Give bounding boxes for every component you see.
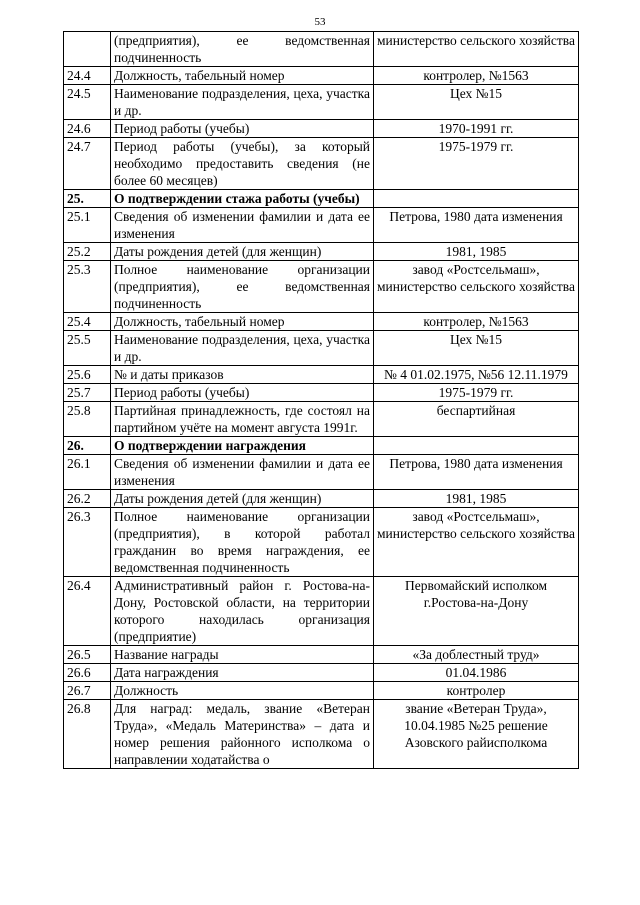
table-row [64,67,579,85]
row-number: 26.3 [64,508,111,577]
row-number: 26.6 [64,664,111,682]
row-value: министерство сельского хозяйства [374,32,579,67]
table-row [64,85,579,120]
row-description: Даты рождения детей (для женщин) [111,243,374,261]
row-number: 25.4 [64,313,111,331]
row-number: 25.7 [64,384,111,402]
row-number: 26. [64,437,111,455]
table-row [64,664,579,682]
row-value [374,190,579,208]
section-row [64,190,579,208]
row-number: 26.4 [64,577,111,646]
row-number: 24.6 [64,120,111,138]
row-description: Период работы (учебы), за который необходимо предоставить сведения (не более 60 месяцев) [111,138,374,190]
table-row [64,243,579,261]
row-number: 25.8 [64,402,111,437]
row-number: 25.5 [64,331,111,366]
table-row [64,646,579,664]
row-description: Административный район г. Ростова-на-Дону, Ростовской области, на территории которого находилась организация (предприятие) [111,577,374,646]
row-description: О подтверждении стажа работы (учебы) [111,190,374,208]
row-number: 26.2 [64,490,111,508]
row-value: Цех №15 [374,85,579,120]
row-description: Полное наименование организации (предприятия), ее ведомственная подчиненность [111,261,374,313]
section-row [64,437,579,455]
row-value: беспартийная [374,402,579,437]
row-value: № 4 01.02.1975, №56 12.11.1979 [374,366,579,384]
table-row [64,700,579,769]
row-number: 26.7 [64,682,111,700]
page-number: 53 [314,16,326,28]
row-description: № и даты приказов [111,366,374,384]
row-description: Даты рождения детей (для женщин) [111,490,374,508]
row-description: Должность, табельный номер [111,67,374,85]
row-value: 1975-1979 гг. [374,384,579,402]
row-number: 26.5 [64,646,111,664]
row-number: 25. [64,190,111,208]
row-number [64,32,111,67]
table-row [64,455,579,490]
row-description: Наименование подразделения, цеха, участка и др. [111,331,374,366]
table-row [64,682,579,700]
row-value: контролер [374,682,579,700]
table-row [64,508,579,577]
row-description: Полное наименование организации (предприятия), в которой работал гражданин во время награждения, ее ведомственная подчиненность [111,508,374,577]
row-value: 1981, 1985 [374,490,579,508]
row-value: звание «Ветеран Труда», 10.04.1985 №25 решение Азовского райисполкома [374,700,579,769]
row-description: Должность, табельный номер [111,313,374,331]
row-number: 25.1 [64,208,111,243]
row-description: (предприятия), ее ведомственная подчиненность [111,32,374,67]
row-description: Наименование подразделения, цеха, участка и др. [111,85,374,120]
row-description: Партийная принадлежность, где состоял на партийном учёте на момент августа 1991г. [111,402,374,437]
table-row [64,208,579,243]
table-row [64,331,579,366]
row-value: Петрова, 1980 дата изменения [374,208,579,243]
row-number: 25.3 [64,261,111,313]
row-value: 1981, 1985 [374,243,579,261]
row-value: 01.04.1986 [374,664,579,682]
table-row [64,490,579,508]
table-row [64,577,579,646]
row-value [374,437,579,455]
row-description: Период работы (учебы) [111,384,374,402]
row-number: 26.8 [64,700,111,769]
table-body [64,32,579,769]
row-number: 24.4 [64,67,111,85]
row-number: 24.7 [64,138,111,190]
row-number: 24.5 [64,85,111,120]
row-number: 25.6 [64,366,111,384]
table-row [64,138,579,190]
row-value: завод «Ростсельмаш», министерство сельского хозяйства [374,261,579,313]
row-description: Дата награждения [111,664,374,682]
table-row [64,32,579,67]
table-row [64,384,579,402]
row-number: 26.1 [64,455,111,490]
row-description: Должность [111,682,374,700]
row-value: Первомайский исполком г.Ростова-на-Дону [374,577,579,646]
row-description: Сведения об изменении фамилии и дата ее изменения [111,208,374,243]
row-description: Период работы (учебы) [111,120,374,138]
row-value: Петрова, 1980 дата изменения [374,455,579,490]
row-value: завод «Ростсельмаш», министерство сельского хозяйства [374,508,579,577]
row-description: О подтверждении награждения [111,437,374,455]
row-value: Цех №15 [374,331,579,366]
table-row [64,120,579,138]
row-value: контролер, №1563 [374,313,579,331]
table-row [64,366,579,384]
row-number: 25.2 [64,243,111,261]
row-description: Для наград: медаль, звание «Ветеран Труда», «Медаль Материнства» – дата и номер решения районного исполкома о направлении ходатайства о [111,700,374,769]
table-row [64,402,579,437]
row-value: «За доблестный труд» [374,646,579,664]
row-description: Сведения об изменении фамилии и дата ее изменения [111,455,374,490]
table-row [64,313,579,331]
row-value: 1970-1991 гг. [374,120,579,138]
row-description: Название награды [111,646,374,664]
table-row [64,261,579,313]
row-value: контролер, №1563 [374,67,579,85]
row-value: 1975-1979 гг. [374,138,579,190]
data-table [63,31,579,769]
